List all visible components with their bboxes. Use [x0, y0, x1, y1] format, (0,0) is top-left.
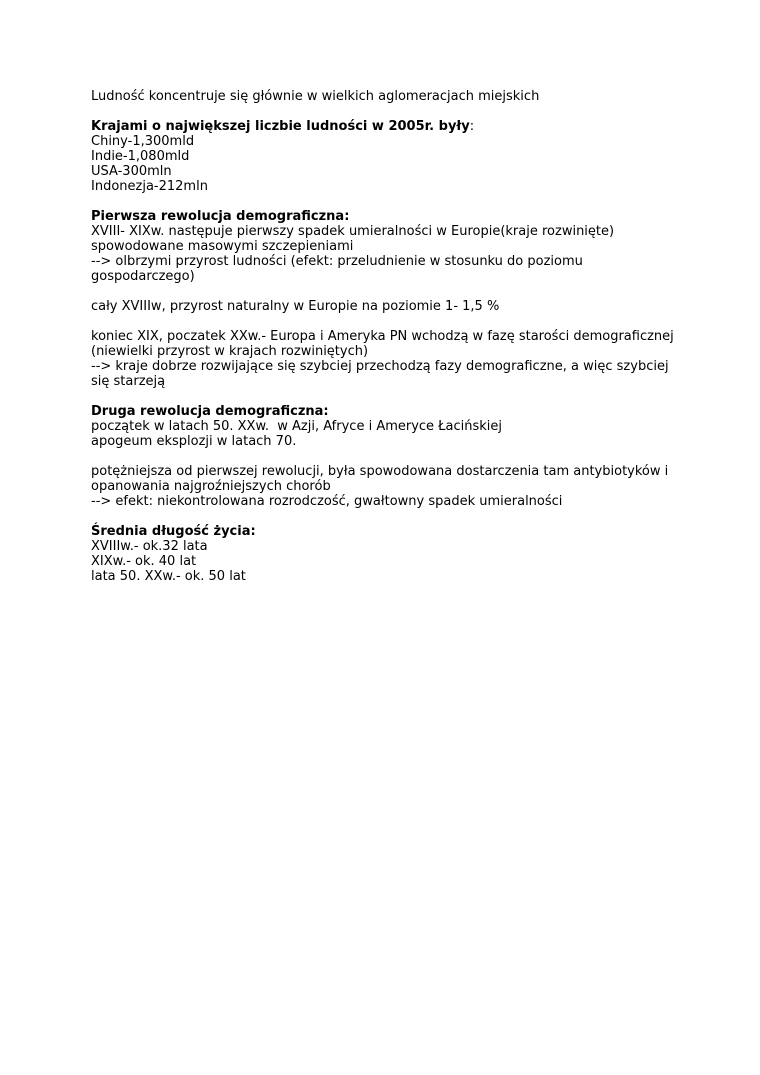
life-expectancy-item: XVIIIw.- ok.32 lata [91, 539, 208, 554]
population-heading: Krajami o największej liczbie ludności w 2005r. były [91, 119, 470, 134]
first-revolution-line: się starzeją [91, 374, 166, 389]
spacer [91, 314, 691, 329]
first-revolution-line: gospodarczego) [91, 269, 195, 284]
population-item: Indie-1,080mld [91, 149, 190, 164]
second-revolution-line: apogeum eksplozji w latach 70. [91, 434, 297, 449]
spacer [91, 104, 691, 119]
intro-line: Ludność koncentruje się głównie w wielkich aglomeracjach miejskich [91, 89, 540, 104]
life-expectancy-heading: Średnia długość życia: [91, 524, 256, 539]
first-revolution-line: koniec XIX, poczatek XXw.- Europa i Ameryka PN wchodzą w fazę starości demograficznej [91, 329, 674, 344]
population-heading-suffix: : [469, 119, 475, 134]
first-revolution-heading: Pierwsza rewolucja demograficzna: [91, 209, 350, 224]
population-item: Indonezja-212mln [91, 179, 208, 194]
spacer [91, 284, 691, 299]
second-revolution-line: --> efekt: niekontrolowana rozrodczość, gwałtowny spadek umieralności [91, 494, 563, 509]
first-revolution-line: XVIII- XIXw. następuje pierwszy spadek umieralności w Europie(kraje rozwinięte) [91, 224, 615, 239]
population-heading-line [91, 119, 691, 134]
spacer [91, 389, 691, 404]
spacer [91, 194, 691, 209]
life-expectancy-item: XIXw.- ok. 40 lat [91, 554, 197, 569]
life-expectancy-item: lata 50. XXw.- ok. 50 lat [91, 569, 246, 584]
first-revolution-line: spowodowane masowymi szczepieniami [91, 239, 354, 254]
first-revolution-line: (niewielki przyrost w krajach rozwiniętych) [91, 344, 369, 359]
spacer [91, 509, 691, 524]
second-revolution-line: początek w latach 50. XXw. w Azji, Afryce i Ameryce Łacińskiej [91, 419, 502, 434]
population-item: Chiny-1,300mld [91, 134, 195, 149]
first-revolution-line: --> olbrzymi przyrost ludności (efekt: przeludnienie w stosunku do poziomu [91, 254, 583, 269]
second-revolution-line: opanowania najgroźniejszych chorób [91, 479, 331, 494]
population-item: USA-300mln [91, 164, 172, 179]
first-revolution-growth-line: cały XVIIIw, przyrost naturalny w Europie na poziomie 1- 1,5 % [91, 299, 500, 314]
second-revolution-heading: Druga rewolucja demograficzna: [91, 404, 329, 419]
second-revolution-line: potężniejsza od pierwszej rewolucji, była spowodowana dostarczenia tam antybiotyków i [91, 464, 669, 479]
spacer [91, 449, 691, 464]
first-revolution-line: --> kraje dobrze rozwijające się szybciej przechodzą fazy demograficzne, a więc szybciej [91, 359, 669, 374]
document-page [91, 89, 691, 584]
